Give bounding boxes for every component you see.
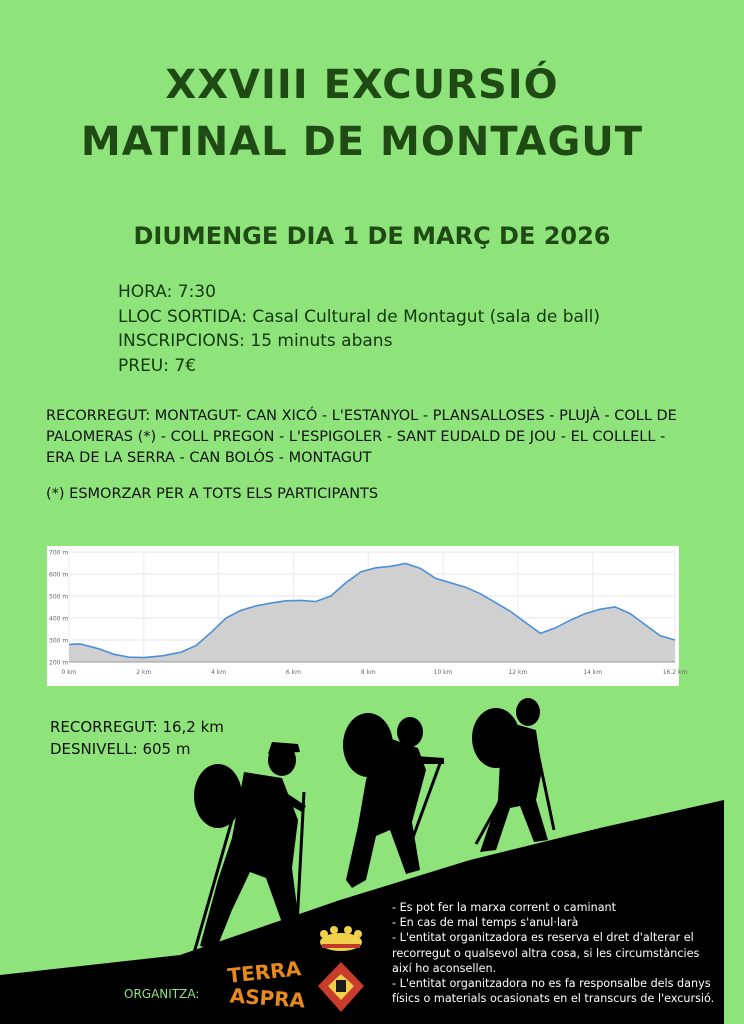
logo-text-line-2: ASPRA [229,983,306,1013]
x-tick-label: 16.2 km [662,669,688,676]
hiker-silhouette-2 [343,713,444,888]
hiker-silhouette-1 [192,742,306,960]
y-tick-label: 300 m [49,637,69,645]
x-tick-label: 2 km [136,669,152,676]
y-tick-label: 700 m [49,549,69,557]
note-item: - Es pot fer la marxa corrent o caminant [392,901,617,914]
y-tick-label: 400 m [49,615,69,623]
x-tick-label: 10 km [433,669,453,676]
info-lloc: LLOC SORTIDA: Casal Cultural de Montagut (sala de ball) [118,306,601,327]
x-tick-label: 14 km [583,669,603,676]
x-tick-label: 4 km [211,669,227,676]
crown-icon [320,926,362,951]
note-item: - L'entitat organitzadora no es fa responsalbe dels danys físics o materials ocasionats en el transcurs de l'excursió. [392,977,715,1006]
hiker-silhouette-3 [472,698,554,852]
x-tick-label: 8 km [360,669,376,676]
y-tick-label: 500 m [49,593,69,601]
shield-icon [318,962,364,1012]
title-line-2: MATINAL DE MONTAGUT [80,119,644,165]
notes-list [392,900,716,1006]
organizer-label: ORGANITZA: [124,987,200,1001]
route-description: RECORREGUT: MONTAGUT- CAN XICÓ - L'ESTANYOL - PLANSALLOSES - PLUJÀ - COLL DE PALOMERAS (*) - COLL PREGON - L'ESPIGOLER - SANT EUDALD DE JOU - EL COLLELL - ERA DE LA SERRA - CAN BOLÓS - MONTAGUT [46,408,677,466]
x-tick-label: 0 km [61,669,77,676]
note-item: - En cas de mal temps s'anul·larà [392,916,579,930]
info-hora: HORA: 7:30 [118,282,216,302]
event-date: DIUMENGE DIA 1 DE MARÇ DE 2026 [133,222,611,250]
logo-text-line-1: TERRA [226,956,303,988]
info-preu: PREU: 7€ [118,355,197,376]
x-tick-label: 6 km [285,669,301,676]
info-inscripcions: INSCRIPCIONS: 15 minuts abans [118,331,393,351]
note-item: - L'entitat organitzadora es reserva el dret d'alterar el recorregut o qualsevol altra cosa, si les circumstàncies així ho aconsellen. [392,931,700,975]
municipal-crest-icon [314,924,368,1018]
title-line-1: XXVIII EXCURSIÓ [165,62,559,108]
x-tick-label: 12 km [508,669,528,676]
stat-distance: RECORREGUT: 16,2 km [50,718,224,736]
y-tick-label: 600 m [49,571,69,579]
breakfast-note: (*) ESMORZAR PER A TOTS ELS PARTICIPANTS [46,486,379,502]
y-tick-label: 200 m [49,659,69,667]
stat-elevation: DESNIVELL: 605 m [50,740,191,758]
terra-aspra-logo [226,955,304,1013]
